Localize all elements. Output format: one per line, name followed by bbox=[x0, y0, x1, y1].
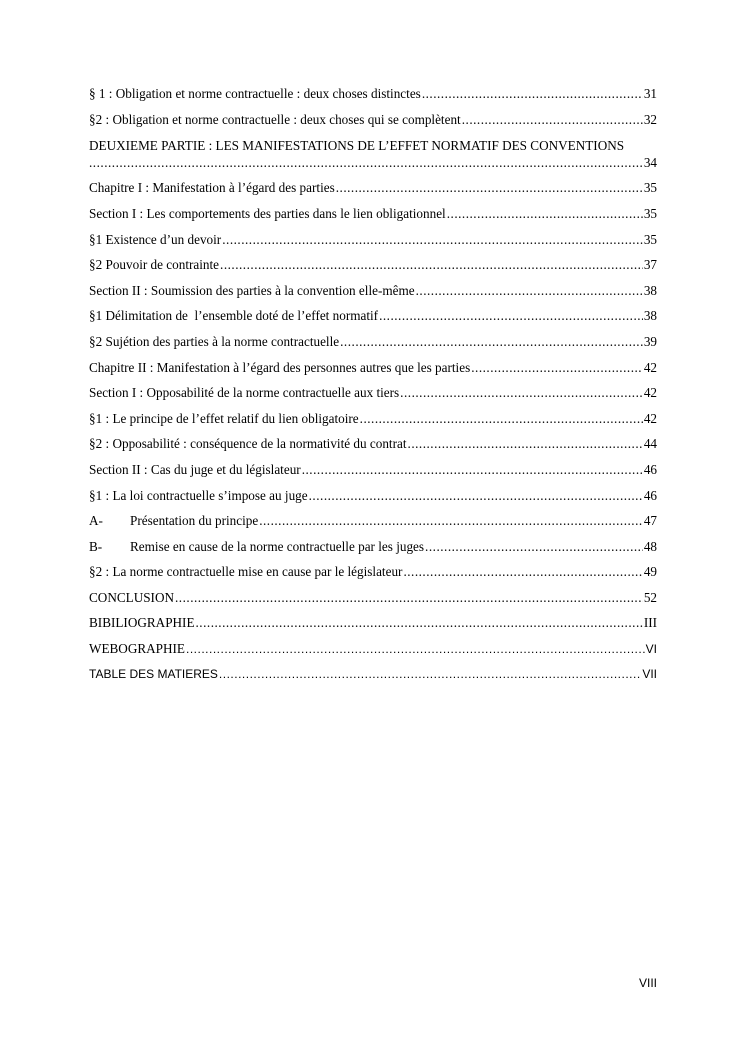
toc-entry[interactable] bbox=[89, 615, 657, 641]
toc-leader bbox=[416, 283, 643, 299]
toc-leader bbox=[302, 462, 643, 478]
toc-entry-page: 42 bbox=[643, 410, 657, 426]
toc-entry-page: 49 bbox=[643, 564, 657, 580]
toc-entry-page: 46 bbox=[643, 461, 657, 477]
toc-entry-page: 47 bbox=[643, 513, 657, 529]
toc-entry-label: Section II : Cas du juge et du législateur bbox=[89, 461, 301, 477]
toc-leader bbox=[220, 257, 643, 273]
toc-entry-label: §2 : La norme contractuelle mise en cause par le législateur bbox=[89, 564, 403, 580]
toc-entry[interactable] bbox=[89, 641, 657, 667]
toc-entry-label: §1 Délimitation de l’ensemble doté de l’effet normatif bbox=[89, 308, 379, 324]
toc-entry-label: § 1 : Obligation et norme contractuelle : deux choses distinctes bbox=[89, 86, 421, 101]
toc-entry-label: Section II : Soumission des parties à la convention elle-même bbox=[89, 282, 415, 298]
toc-leader bbox=[379, 308, 643, 324]
toc-leader bbox=[408, 436, 643, 452]
toc-entry[interactable] bbox=[89, 206, 657, 232]
toc-entry-label: §1 : Le principe de l’effet relatif du lien obligatoire bbox=[89, 410, 359, 426]
toc-entry-label: TABLE DES MATIERES bbox=[89, 666, 218, 681]
toc-entry-page: 42 bbox=[643, 359, 657, 375]
toc-entry[interactable] bbox=[89, 334, 657, 360]
toc-entry[interactable] bbox=[89, 436, 657, 462]
toc-entry[interactable] bbox=[89, 411, 657, 437]
toc-entry-page: 42 bbox=[643, 385, 657, 401]
toc-entry[interactable] bbox=[89, 564, 657, 590]
toc-leader bbox=[462, 112, 643, 128]
toc-entry-label: BIBILIOGRAPHIE bbox=[89, 615, 195, 631]
toc-leader bbox=[175, 590, 643, 606]
toc-entry-label: Remise en cause de la norme contractuelle par les juges bbox=[130, 538, 425, 554]
toc-entry[interactable] bbox=[89, 385, 657, 411]
toc-leader bbox=[89, 155, 643, 171]
page-number: VIII bbox=[638, 976, 657, 990]
toc-entry-label: Chapitre II : Manifestation à l’égard des personnes autres que les parties bbox=[89, 359, 471, 375]
toc-entry-label: CONCLUSION bbox=[89, 589, 174, 605]
toc-entry[interactable] bbox=[89, 590, 657, 616]
toc-leader bbox=[336, 180, 643, 196]
toc-leader bbox=[400, 385, 643, 401]
toc-entry-page: 32 bbox=[643, 111, 657, 127]
toc-entry-page: 38 bbox=[643, 282, 657, 298]
toc-entry[interactable] bbox=[89, 462, 657, 488]
toc-entry[interactable] bbox=[89, 488, 657, 514]
toc-entry-label: Chapitre I : Manifestation à l’égard des parties bbox=[89, 180, 335, 196]
toc-entry-page: 48 bbox=[643, 538, 657, 554]
toc-entry[interactable] bbox=[89, 137, 657, 180]
toc-entry-page: 37 bbox=[643, 257, 657, 273]
toc-entry-label: §2 Pouvoir de contrainte bbox=[89, 257, 220, 273]
toc-leader bbox=[447, 206, 643, 222]
toc-entry-prefix: A- bbox=[89, 513, 103, 529]
toc-entry[interactable] bbox=[89, 232, 657, 258]
toc-leader bbox=[425, 539, 643, 555]
toc-entry-label: §1 Existence d’un devoir bbox=[89, 231, 222, 247]
toc-entry[interactable] bbox=[89, 180, 657, 206]
toc-entry[interactable] bbox=[89, 360, 657, 386]
toc-leader bbox=[309, 488, 643, 504]
toc-entry-label: §2 : Opposabilité : conséquence de la normativité du contrat bbox=[89, 436, 407, 452]
toc-entry-page: 38 bbox=[643, 308, 657, 324]
toc-entry-label: Présentation du principe bbox=[130, 513, 259, 529]
toc-entry-label: §2 Sujétion des parties à la norme contractuelle bbox=[89, 333, 340, 349]
toc-leader bbox=[422, 86, 643, 102]
toc-leader bbox=[186, 642, 645, 656]
toc-entry-page: 34 bbox=[643, 154, 657, 170]
toc-entry[interactable] bbox=[89, 257, 657, 283]
toc-entry-label: Section I : Les comportements des parties dans le lien obligationnel bbox=[89, 205, 446, 221]
toc-entry-label: DEUXIEME PARTIE : LES MANIFESTATIONS DE L’EFFET NORMATIF DES CONVENTIONS bbox=[89, 138, 625, 154]
toc-entry-page: 35 bbox=[643, 180, 657, 196]
toc-entry[interactable] bbox=[89, 513, 657, 539]
toc-leader bbox=[219, 667, 641, 681]
toc-entry-label: §2 : Obligation et norme contractuelle : deux choses qui se complètent bbox=[89, 111, 461, 127]
toc-entry-label: WEBOGRAPHIE bbox=[89, 641, 185, 657]
table-of-contents bbox=[89, 86, 657, 692]
toc-entry[interactable] bbox=[89, 667, 657, 693]
toc-entry-page: 52 bbox=[643, 589, 657, 605]
toc-entry-page: 44 bbox=[643, 436, 657, 452]
toc-leader bbox=[259, 513, 643, 529]
toc-entry-page: 35 bbox=[643, 205, 657, 221]
toc-entry-label: §1 : La loi contractuelle s’impose au juge bbox=[89, 487, 308, 503]
toc-entry-page: III bbox=[643, 615, 657, 631]
toc-leader bbox=[222, 232, 643, 248]
toc-entry-page: 31 bbox=[643, 86, 657, 101]
toc-entry[interactable] bbox=[89, 283, 657, 309]
toc-leader bbox=[340, 334, 643, 350]
toc-entry-prefix: B- bbox=[89, 538, 103, 554]
toc-entry[interactable] bbox=[89, 308, 657, 334]
toc-entry-page: 39 bbox=[643, 333, 657, 349]
toc-entry[interactable] bbox=[89, 112, 657, 138]
toc-entry-page: 35 bbox=[643, 231, 657, 247]
toc-leader bbox=[403, 564, 642, 580]
toc-entry[interactable] bbox=[89, 539, 657, 565]
toc-leader bbox=[360, 411, 643, 427]
toc-entry-page: VI bbox=[645, 642, 657, 657]
toc-entry[interactable] bbox=[89, 86, 657, 112]
toc-leader bbox=[196, 615, 643, 631]
toc-entry-page: VII bbox=[642, 666, 657, 681]
toc-entry-label: Section I : Opposabilité de la norme contractuelle aux tiers bbox=[89, 385, 400, 401]
toc-entry-page: 46 bbox=[643, 487, 657, 503]
toc-leader bbox=[471, 360, 643, 376]
